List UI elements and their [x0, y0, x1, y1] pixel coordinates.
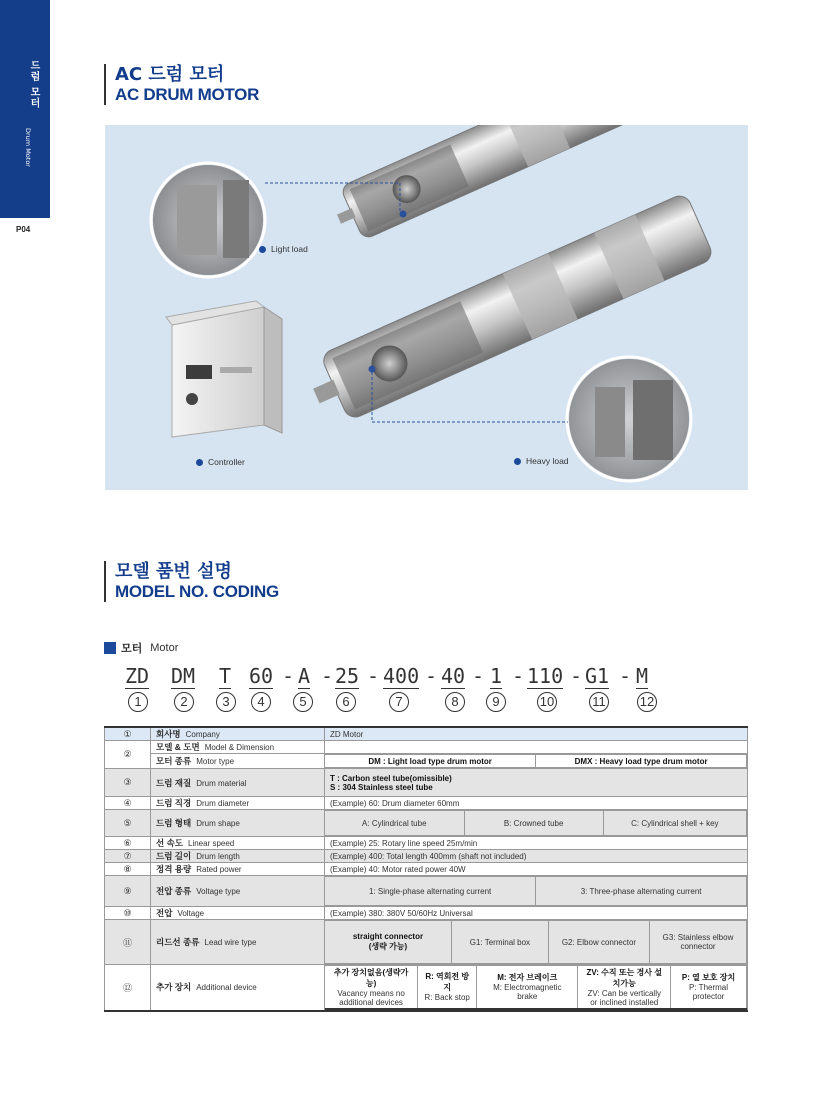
row-number: ① — [105, 727, 151, 741]
row-number: ② — [105, 741, 151, 769]
row-name-en: Drum length — [196, 852, 240, 861]
light-load-dot-icon — [259, 246, 266, 253]
table-row — [105, 863, 748, 876]
row-options — [325, 876, 748, 907]
option-line: P: 열 보호 장치 — [681, 973, 736, 983]
side-tab-sublabel: Drum Motor — [24, 128, 32, 167]
controller-text: Controller — [208, 457, 245, 467]
code-segment: G1 — [585, 664, 610, 688]
motor-subtitle — [104, 640, 178, 656]
row-name-ko: 전압 — [156, 908, 173, 918]
option-cell — [325, 921, 451, 964]
option-cell: B: Crowned tube — [464, 811, 603, 836]
heading-ko: AC 드럼 모터 — [115, 64, 225, 85]
row-name — [151, 965, 325, 1011]
option-cell: DMX : Heavy load type drum motor — [536, 755, 747, 768]
row-name-ko: 드럼 재질 — [156, 777, 192, 788]
code-segment: 400 — [383, 664, 420, 688]
option-line: 추가 장치없음(생략가능) — [333, 967, 409, 988]
row-name-en: Motor type — [196, 757, 235, 766]
row-name-en: Drum diameter — [196, 799, 250, 808]
heavy-load-text: Heavy load — [526, 456, 569, 466]
section-heading-ac-drum-motor — [104, 64, 259, 105]
code-segment: 40 — [441, 664, 466, 688]
code-number-badge: 12 — [637, 692, 657, 712]
table-row — [105, 907, 748, 920]
code-number-badge: 2 — [174, 692, 194, 712]
code-segment: T — [219, 664, 232, 688]
light-load-label — [259, 244, 308, 254]
controller-label — [196, 457, 245, 467]
row-name-en: Drum shape — [196, 819, 240, 828]
row-name — [151, 907, 325, 920]
option-line: (생략 가능) — [368, 942, 408, 951]
row-number: ⑪ — [105, 920, 151, 965]
row-number: ⑦ — [105, 850, 151, 863]
row-name — [151, 754, 325, 769]
row-name — [151, 850, 325, 863]
row-name — [151, 797, 325, 810]
row-options — [325, 754, 748, 769]
section-heading-model-coding — [104, 561, 279, 602]
heading-en: MODEL NO. CODING — [115, 582, 279, 601]
row-options — [325, 810, 748, 837]
row-name — [151, 837, 325, 850]
option-cell: G3: Stainless elbow connector — [650, 921, 747, 964]
heavy-load-dot-icon — [514, 458, 521, 465]
row-value: (Example) 40: Motor rated power 40W — [325, 863, 748, 876]
code-segment: DM — [171, 664, 196, 688]
code-segment: 110 — [527, 664, 564, 688]
side-tab-label: 드럼 모터 — [28, 60, 39, 109]
row-name-en: Lead wire type — [204, 938, 257, 947]
option-cell — [325, 966, 418, 1009]
option-cell — [578, 966, 671, 1009]
code-dash: - — [472, 664, 485, 688]
option-line: R: Back stop — [424, 993, 470, 1003]
table-row — [105, 850, 748, 863]
row-value: ZD Motor — [325, 727, 748, 741]
row-name-ko: 드럼 형태 — [156, 818, 192, 828]
row-number: ③ — [105, 769, 151, 797]
row-number: ⑤ — [105, 810, 151, 837]
row-name-en: Additional device — [196, 983, 257, 993]
row-name-ko: 드럼 길이 — [156, 851, 192, 861]
option-line: P: Thermal protector — [689, 983, 729, 1002]
row-name-ko: 모델 & 도면 — [156, 742, 200, 752]
option-line: M: Electromagnetic brake — [493, 983, 562, 1002]
code-number-badge: 4 — [251, 692, 271, 712]
row-name-ko: 전압 종류 — [156, 886, 192, 896]
option-cell: G2: Elbow connector — [548, 921, 649, 964]
option-cell — [477, 966, 578, 1009]
controller-dot-icon — [196, 459, 203, 466]
code-number-badge: 11 — [589, 692, 609, 712]
code-number-badge: 9 — [486, 692, 506, 712]
heavy-load-label — [514, 456, 569, 466]
page-number: P04 — [16, 225, 31, 234]
code-dash: - — [619, 664, 632, 688]
option-line: S : 304 Stainless steel tube — [330, 782, 433, 792]
row-name — [151, 920, 325, 965]
row-number: ④ — [105, 797, 151, 810]
option-cell: G1: Terminal box — [451, 921, 548, 964]
code-segment: ZD — [125, 664, 150, 688]
row-options — [325, 920, 748, 965]
row-name-ko: 모터 종류 — [156, 756, 192, 766]
table-row — [105, 754, 748, 769]
option-cell: DM : Light load type drum motor — [325, 755, 536, 768]
drum-motor-illustration — [105, 125, 748, 490]
code-number-badge: 6 — [336, 692, 356, 712]
option-line: straight connector — [352, 932, 424, 941]
option-cell: 3: Three-phase alternating current — [536, 877, 747, 906]
code-segment: 60 — [249, 664, 274, 688]
code-dash: - — [367, 664, 380, 688]
code-dash: - — [321, 664, 334, 688]
row-name-ko: 회사명 — [156, 729, 181, 739]
table-row — [105, 920, 748, 965]
row-options — [325, 965, 748, 1011]
row-number: ⑧ — [105, 863, 151, 876]
heading-ko: 모델 품번 설명 — [115, 561, 232, 582]
table-row — [105, 727, 748, 741]
option-cell: 1: Single-phase alternating current — [325, 877, 536, 906]
code-number-badge: 8 — [445, 692, 465, 712]
row-name — [151, 876, 325, 907]
option-cell: A: Cylindrical tube — [325, 811, 464, 836]
row-name-ko: 선 속도 — [156, 838, 183, 848]
option-line: Vacancy means no additional devices — [337, 988, 405, 1007]
side-tab — [0, 0, 50, 218]
table-row — [105, 965, 748, 1011]
table-row — [105, 797, 748, 810]
option-line: M: 전자 브레이크 — [497, 973, 558, 983]
row-number: ⑩ — [105, 907, 151, 920]
table-row — [105, 876, 748, 907]
code-dash: - — [570, 664, 583, 688]
row-name-ko: 드럼 직경 — [156, 798, 192, 808]
row-name-ko: 리드선 종류 — [156, 937, 200, 947]
row-name — [151, 741, 325, 754]
code-dash: - — [512, 664, 525, 688]
table-row — [105, 741, 748, 754]
option-cell — [418, 966, 477, 1009]
code-dash: - — [282, 664, 295, 688]
code-segment: 1 — [490, 664, 503, 688]
row-number: ⑫ — [105, 965, 151, 1011]
motor-subtitle-en: Motor — [150, 642, 179, 654]
product-photo-panel — [105, 125, 748, 490]
code-segment: 25 — [335, 664, 360, 688]
row-name — [151, 769, 325, 797]
table-row — [105, 769, 748, 797]
row-name-en: Drum material — [196, 778, 247, 788]
model-coding-table — [104, 726, 748, 1012]
code-number-badge: 5 — [293, 692, 313, 712]
table-row — [105, 837, 748, 850]
light-load-text: Light load — [271, 244, 308, 254]
row-number: ⑨ — [105, 876, 151, 907]
code-segment: A — [298, 664, 311, 688]
side-divider — [0, 216, 50, 218]
row-name-ko: 정격 용량 — [156, 864, 192, 874]
row-value: (Example) 400: Total length 400mm (shaft not included) — [325, 850, 748, 863]
code-dash: - — [425, 664, 438, 688]
option-cell — [671, 966, 747, 1009]
row-name-ko: 추가 장치 — [156, 982, 192, 993]
option-cell: C: Cylindrical shell + key — [603, 811, 746, 836]
row-name — [151, 727, 325, 741]
option-line: R: 역회전 방지 — [425, 972, 470, 993]
code-number-badge: 7 — [389, 692, 409, 712]
row-value: (Example) 380: 380V 50/60Hz Universal — [325, 907, 748, 920]
row-name-en: Voltage — [177, 909, 205, 918]
row-value — [325, 741, 748, 754]
heading-en: AC DRUM MOTOR — [115, 85, 260, 104]
code-number-badge: 1 — [128, 692, 148, 712]
row-name — [151, 863, 325, 876]
row-value: (Example) 60: Drum diameter 60mm — [325, 797, 748, 810]
row-name-en: Voltage type — [196, 887, 241, 896]
code-number-badge: 3 — [216, 692, 236, 712]
option-line: ZV: Can be vertically or inclined installed — [587, 988, 661, 1007]
row-value: (Example) 25: Rotary line speed 25m/min — [325, 837, 748, 850]
row-number: ⑥ — [105, 837, 151, 850]
code-segment: M — [636, 664, 649, 688]
square-bullet-icon — [104, 642, 116, 654]
row-name-en: Company — [185, 730, 220, 739]
row-value — [325, 769, 748, 797]
row-name-en: Model & Dimension — [204, 743, 275, 752]
row-name-en: Rated power — [196, 865, 242, 874]
code-number-badge: 10 — [537, 692, 557, 712]
option-line: T : Carbon steel tube(omissible) — [330, 773, 452, 783]
row-name — [151, 810, 325, 837]
motor-subtitle-ko: 모터 — [121, 642, 143, 655]
option-line: ZV: 수직 또는 경사 설치가능 — [586, 967, 662, 988]
row-name-en: Linear speed — [188, 839, 235, 848]
table-row — [105, 810, 748, 837]
